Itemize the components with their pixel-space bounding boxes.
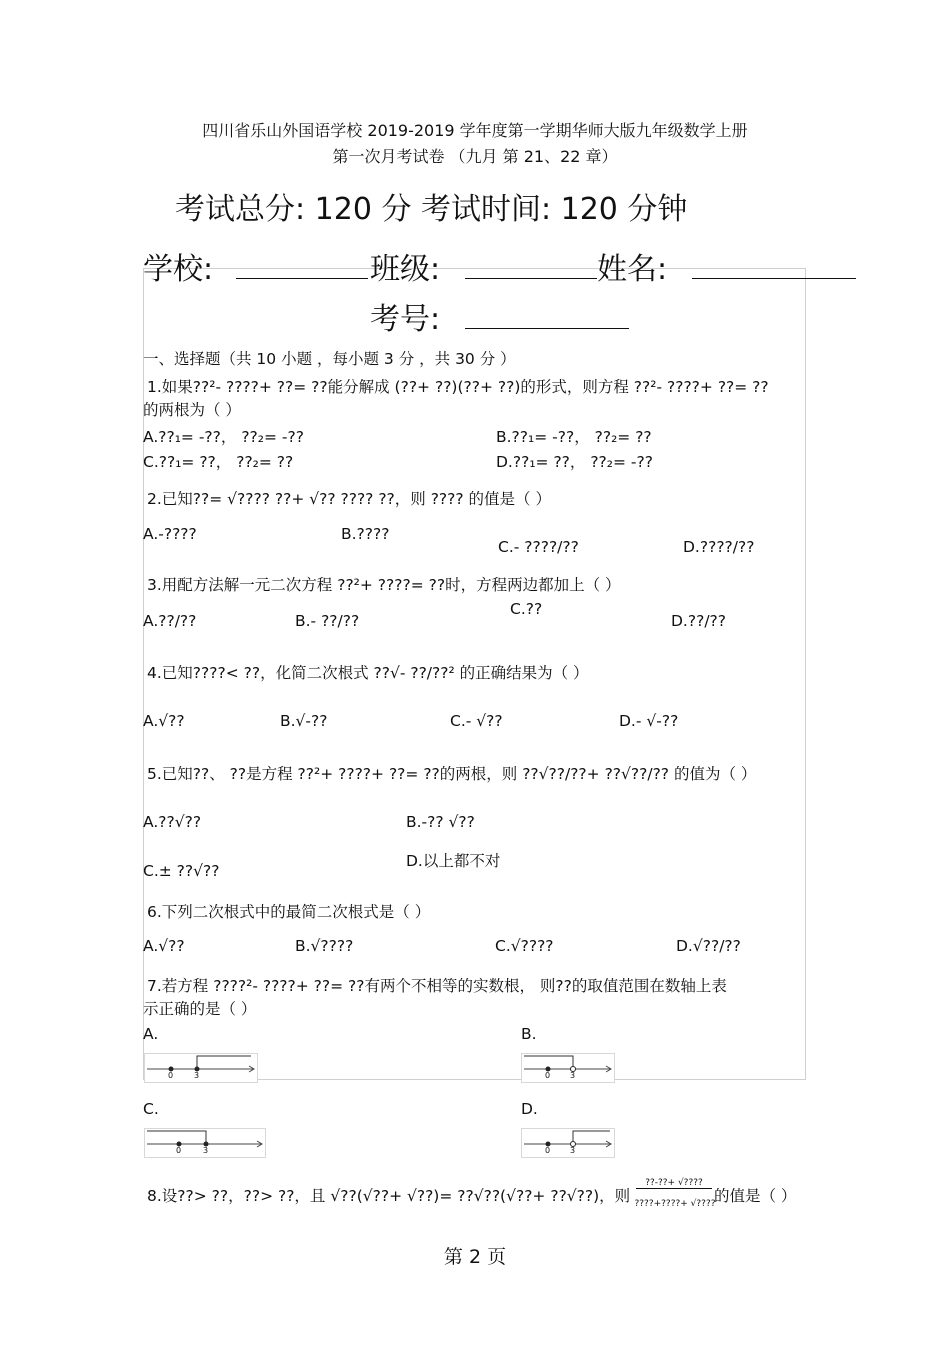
q7-option-c[interactable]: C. xyxy=(143,1100,159,1118)
q4-option-c[interactable]: C.- √?? xyxy=(450,712,503,730)
q3-option-a[interactable]: A.??/?? xyxy=(143,612,197,630)
question-4: 4.已知????< ??，化简二次根式 ??√- ??/??² 的正确结果为（ ） xyxy=(147,664,589,682)
tick-three: 3 xyxy=(570,1146,576,1155)
q1-option-c[interactable]: C.??₁= ??， ??₂= ?? xyxy=(143,453,294,471)
q6-option-d[interactable]: D.√??/?? xyxy=(676,937,741,955)
exam-no-label: 考号: xyxy=(370,302,441,337)
q7-option-a[interactable]: A. xyxy=(143,1025,159,1043)
q1-option-d[interactable]: D.??₁= ??， ??₂= -?? xyxy=(496,453,653,471)
class-blank[interactable] xyxy=(465,250,597,279)
q8-fraction-numerator: ??-??+ √???? xyxy=(636,1178,712,1189)
q3-option-d[interactable]: D.??/?? xyxy=(671,612,726,630)
q6-option-b[interactable]: B.√???? xyxy=(295,937,354,955)
q7-number-line-d xyxy=(521,1128,615,1158)
exam-title-line2: 第一次月考试卷 （九月 第 21、22 章） xyxy=(332,147,618,166)
q5-option-d[interactable]: D.以上都不对 xyxy=(406,852,501,870)
q2-option-a[interactable]: A.-???? xyxy=(143,525,197,543)
question-1-cont: 的两根为（ ） xyxy=(143,401,241,419)
tick-zero: 0 xyxy=(545,1146,551,1155)
tick-zero: 0 xyxy=(176,1146,182,1155)
q4-option-d[interactable]: D.- √-?? xyxy=(619,712,679,730)
q8-fraction-denominator: ????+????+ √???? xyxy=(634,1199,716,1209)
question-2: 2.已知??= √???? ??+ √?? ???? ??，则 ???? 的值是（ ） xyxy=(147,490,551,508)
tick-three: 3 xyxy=(194,1071,200,1080)
q2-option-d[interactable]: D.????/?? xyxy=(683,538,755,556)
tick-zero: 0 xyxy=(168,1071,174,1080)
exam-title-line1: 四川省乐山外国语学校 2019-2019 学年度第一学期华师大版九年级数学上册 xyxy=(202,121,748,140)
q1-option-b[interactable]: B.??₁= -??， ??₂= ?? xyxy=(496,428,652,446)
question-1: 1.如果??²- ????+ ??= ??能分解成 (??+ ??)(??+ ??)的形式，则方程 ??²- ????+ ??= ?? xyxy=(147,378,769,396)
question-7-cont: 示正确的是（ ） xyxy=(143,1000,257,1018)
page-number: 第 2 页 xyxy=(443,1246,507,1268)
score-time-line: 考试总分: 120 分 考试时间: 120 分钟 xyxy=(175,192,688,227)
q7-number-line-a xyxy=(144,1053,258,1083)
q3-option-c[interactable]: C.?? xyxy=(510,600,543,618)
school-label: 学校: xyxy=(143,252,214,287)
question-7: 7.若方程 ????²- ????+ ??= ??有两个不相等的实数根， 则??的取值范围在数轴上表 xyxy=(147,977,727,995)
q6-option-c[interactable]: C.√???? xyxy=(495,937,554,955)
question-5: 5.已知??、 ??是方程 ??²+ ????+ ??= ??的两根，则 ??√??/??+ ??√??/?? 的值为（ ） xyxy=(147,765,757,783)
q4-option-a[interactable]: A.√?? xyxy=(143,712,185,730)
name-label: 姓名: xyxy=(597,252,668,287)
name-blank[interactable] xyxy=(692,250,856,279)
question-3: 3.用配方法解一元二次方程 ??²+ ????= ??时，方程两边都加上（ ） xyxy=(147,576,621,594)
q7-option-b[interactable]: B. xyxy=(521,1025,537,1043)
exam-no-blank[interactable] xyxy=(465,300,629,329)
school-blank[interactable] xyxy=(236,250,368,279)
q4-option-b[interactable]: B.√-?? xyxy=(280,712,328,730)
q1-option-a[interactable]: A.??₁= -??， ??₂= -?? xyxy=(143,428,304,446)
question-6: 6.下列二次根式中的最简二次根式是（ ） xyxy=(147,903,431,921)
tick-three: 3 xyxy=(570,1071,576,1080)
q5-option-a[interactable]: A.??√?? xyxy=(143,813,202,831)
question-8-tail: 的值是（ ） xyxy=(714,1187,797,1205)
q6-option-a[interactable]: A.√?? xyxy=(143,937,185,955)
tick-zero: 0 xyxy=(545,1071,551,1080)
question-8: 8.设??> ??，??> ??，且 √??(√??+ √??)= ??√??(√??+ ??√??)，则 xyxy=(147,1187,631,1205)
q5-option-b[interactable]: B.-?? √?? xyxy=(406,813,475,831)
q7-option-d[interactable]: D. xyxy=(521,1100,538,1118)
q7-number-line-b xyxy=(521,1053,615,1083)
tick-three: 3 xyxy=(203,1146,209,1155)
q3-option-b[interactable]: B.- ??/?? xyxy=(295,612,360,630)
q7-number-line-c xyxy=(144,1128,266,1158)
q2-option-c[interactable]: C.- ????/?? xyxy=(498,538,579,556)
q5-option-c[interactable]: C.± ??√?? xyxy=(143,862,220,880)
class-label: 班级: xyxy=(370,252,441,287)
q2-option-b[interactable]: B.???? xyxy=(341,525,390,543)
section-heading: 一、选择题（共 10 小题 ，每小题 3 分 ，共 30 分 ） xyxy=(143,350,516,368)
